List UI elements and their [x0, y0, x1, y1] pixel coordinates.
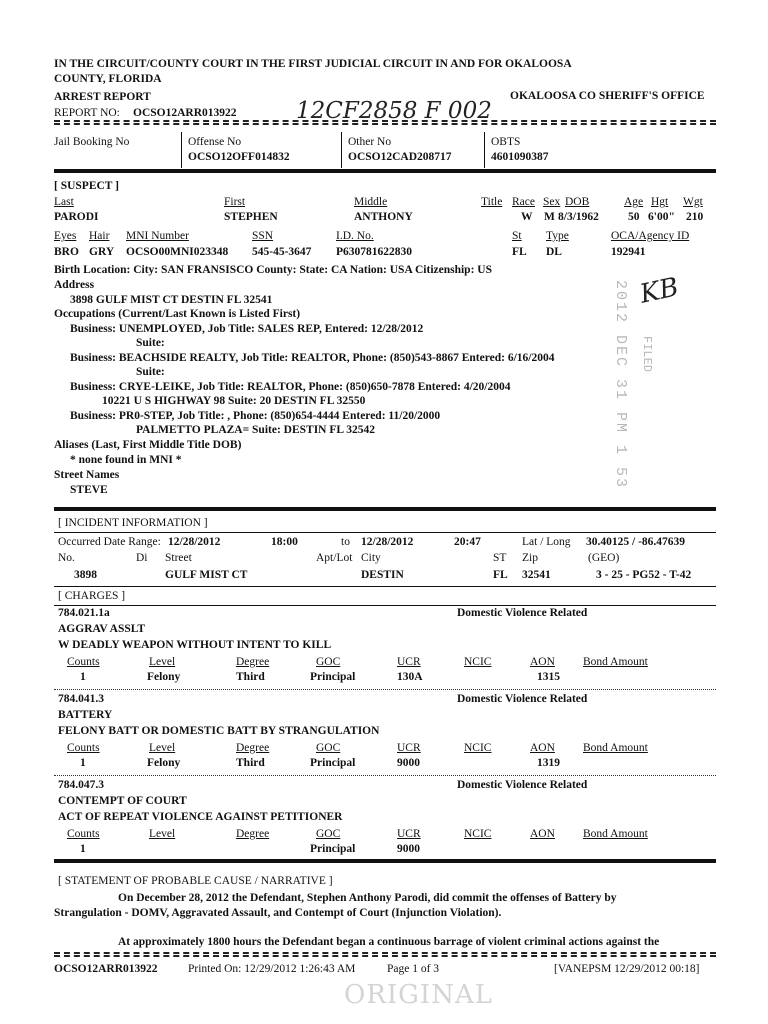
occupation-3: Business: CRYE-LEIKE, Job Title: REALTOR, Phone: (850)650-7878 Entered: 4/20/2004: [70, 381, 511, 393]
age-label: Age: [624, 196, 644, 208]
charge-title: CONTEMPT OF COURT: [58, 795, 187, 807]
charge-title: BATTERY: [58, 709, 113, 721]
dob-label: DOB: [565, 196, 590, 208]
domestic-violence-label: Domestic Violence Related: [457, 779, 588, 791]
charge-degree-value: Third: [236, 757, 265, 769]
last-name: PARODI: [54, 211, 99, 223]
title-label: Title: [481, 196, 503, 208]
obts-label: OBTS: [491, 136, 521, 148]
geo-label: (GEO): [588, 552, 620, 564]
occupation-4-suite: PALMETTO PLAZA= Suite: DESTIN FL 32542: [136, 424, 376, 436]
state-value: FL: [512, 246, 527, 258]
aliases-label: Aliases (Last, First Middle Title DOB): [54, 439, 242, 451]
sex-label: Sex: [543, 196, 561, 208]
charge-column-aon-label: AON: [530, 828, 555, 840]
ssn-label: SSN: [252, 230, 274, 242]
charge-column-ncic-label: NCIC: [464, 656, 492, 668]
charges-top-rule: [54, 586, 716, 587]
incident-geo: 3 - 25 - PG52 - T-42: [596, 569, 692, 581]
footer-divider: [54, 952, 716, 957]
to-time: 20:47: [454, 536, 481, 548]
charge-description: FELONY BATT OR DOMESTIC BATT BY STRANGULATION: [58, 725, 380, 737]
incident-street-no: 3898: [74, 569, 97, 581]
charge-description: W DEADLY WEAPON WITHOUT INTENT TO KILL: [58, 639, 332, 651]
eyes-value: BRO: [54, 246, 79, 258]
footer-printed: Printed On: 12/29/2012 1:26:43 AM: [188, 963, 356, 975]
middle-name: ANTHONY: [354, 211, 413, 223]
charge-counts-value: 1: [80, 671, 86, 683]
occupation-1-suite: Suite:: [136, 337, 165, 349]
ssn-value: 545-45-3647: [252, 246, 312, 258]
report-title: ARREST REPORT: [54, 91, 151, 103]
occupation-2: Business: BEACHSIDE REALTY, Job Title: REALTOR, Phone: (850)543-8867 Entered: 6/16/2004: [70, 352, 555, 364]
city-label: City: [361, 552, 381, 564]
to-label: to: [341, 536, 350, 548]
domestic-violence-label: Domestic Violence Related: [457, 607, 588, 619]
charge-degree-value: Third: [236, 671, 265, 683]
charge-column-ucr-label: UCR: [397, 828, 421, 840]
charge-goc-value: Principal: [310, 843, 356, 855]
charge-column-level-label: Level: [149, 656, 176, 668]
occupations-label: Occupations (Current/Last Known is Listed First): [54, 308, 301, 320]
occurred-label: Occurred Date Range:: [58, 536, 161, 548]
hair-label: Hair: [89, 230, 110, 242]
narrative-section: [ STATEMENT OF PROBABLE CAUSE / NARRATIVE ]: [58, 875, 333, 887]
charge-column-degree-label: Degree: [236, 828, 270, 840]
charge-level-value: Felony: [147, 757, 181, 769]
narrative-line-1: On December 28, 2012 the Defendant, Stephen Anthony Parodi, did commit the offenses of Battery by: [118, 892, 617, 904]
charge-column-goc-label: GOC: [316, 742, 341, 754]
mni-label: MNI Number: [126, 230, 189, 242]
hgt-label: Hgt: [651, 196, 669, 208]
other-no: OCSO12CAD208717: [348, 151, 452, 163]
handwritten-initials: KB: [637, 272, 682, 310]
charge-ucr-value: 130A: [397, 671, 423, 683]
incident-section: [ INCIDENT INFORMATION ]: [58, 517, 208, 529]
charge-statute: 784.041.3: [58, 693, 104, 705]
charges-rule: [54, 605, 716, 606]
handwritten-case-number: 12CF2858 F 002: [296, 98, 492, 124]
original-watermark: ORIGINAL: [344, 980, 493, 1010]
charge-column-ucr-label: UCR: [397, 742, 421, 754]
charge-column-aon-label: AON: [530, 656, 555, 668]
suspect-section: [ SUSPECT ]: [54, 180, 119, 192]
direction-label: Di: [136, 552, 148, 564]
dob-value: 8/3/1962: [558, 211, 599, 223]
id-box-divider-1: [181, 132, 182, 168]
latlong-label: Lat / Long: [522, 536, 571, 548]
suspect-top-rule: [54, 169, 716, 173]
court-line-2: COUNTY, FLORIDA: [54, 73, 162, 85]
charge-column-ncic-label: NCIC: [464, 742, 492, 754]
id-box-divider-2: [341, 132, 342, 168]
report-no-label: REPORT NO:: [54, 107, 120, 119]
incident-top-rule: [54, 507, 716, 511]
charge-aon-value: 1315: [537, 671, 560, 683]
occupation-4: Business: PR0-STEP, Job Title: , Phone: (850)654-4444 Entered: 11/20/2000: [70, 410, 441, 422]
sex-value: M: [544, 211, 555, 223]
street-label: Street: [165, 552, 192, 564]
race-label: Race: [512, 196, 535, 208]
oca-value: 192941: [611, 246, 646, 258]
charge-separator: [54, 689, 716, 690]
agency-name: OKALOOSA CO SHERIFF'S OFFICE: [510, 90, 705, 102]
charge-description: ACT OF REPEAT VIOLENCE AGAINST PETITIONER: [58, 811, 343, 823]
aliases-value: * none found in MNI *: [70, 454, 182, 466]
street-names-label: Street Names: [54, 469, 120, 481]
state-label: St: [512, 230, 522, 242]
state-label-incident: ST: [493, 552, 507, 564]
charge-column-counts-label: Counts: [67, 828, 100, 840]
eyes-label: Eyes: [54, 230, 77, 242]
footer-page: Page 1 of 3: [387, 963, 440, 975]
charge-statute: 784.047.3: [58, 779, 104, 791]
street-name-value: STEVE: [70, 484, 108, 496]
filed-stamp-label: FILED: [640, 336, 654, 373]
charge-column-ncic-label: NCIC: [464, 828, 492, 840]
oca-label: OCA/Agency ID: [611, 230, 690, 242]
first-name: STEPHEN: [224, 211, 278, 223]
from-date: 12/28/2012: [168, 536, 221, 548]
charge-column-counts-label: Counts: [67, 656, 100, 668]
latlong-value: 30.40125 / -86.47639: [586, 536, 686, 548]
to-date: 12/28/2012: [361, 536, 414, 548]
apt-lot-label: Apt/Lot: [316, 552, 353, 564]
first-name-label: First: [224, 196, 246, 208]
id-no-value: P630781622830: [336, 246, 413, 258]
report-no: OCSO12ARR013922: [133, 107, 237, 119]
charge-column-bond-label: Bond Amount: [583, 656, 648, 668]
filed-date-stamp: 2012 DEC 31 PM 1 53: [612, 280, 629, 490]
footer-report-no: OCSO12ARR013922: [54, 963, 158, 975]
offense-no-label: Offense No: [188, 136, 242, 148]
street-no-label: No.: [58, 552, 75, 564]
incident-city: DESTIN: [361, 569, 404, 581]
occupation-2-suite: Suite:: [136, 366, 165, 378]
address-value: 3898 GULF MIST CT DESTIN FL 32541: [70, 294, 273, 306]
charge-goc-value: Principal: [310, 671, 356, 683]
domestic-violence-label: Domestic Violence Related: [457, 693, 588, 705]
charge-ucr-value: 9000: [397, 757, 420, 769]
type-label: Type: [546, 230, 569, 242]
obts-no: 4601090387: [491, 151, 549, 163]
last-name-label: Last: [54, 196, 74, 208]
other-no-label: Other No: [348, 136, 392, 148]
charge-column-degree-label: Degree: [236, 656, 270, 668]
type-value: DL: [546, 246, 562, 258]
charge-column-level-label: Level: [149, 828, 176, 840]
charge-counts-value: 1: [80, 843, 86, 855]
occupation-1: Business: UNEMPLOYED, Job Title: SALES REP, Entered: 12/28/2012: [70, 323, 424, 335]
charges-section: [ CHARGES ]: [58, 590, 126, 602]
charge-column-goc-label: GOC: [316, 656, 341, 668]
jail-booking-label: Jail Booking No: [54, 136, 130, 148]
wgt-value: 210: [686, 211, 704, 223]
wgt-label: Wgt: [683, 196, 703, 208]
offense-no: OCSO12OFF014832: [188, 151, 290, 163]
incident-street: GULF MIST CT: [165, 569, 248, 581]
incident-zip: 32541: [522, 569, 551, 581]
age-value: 50: [628, 211, 640, 223]
header-divider: [54, 120, 716, 125]
charge-column-bond-label: Bond Amount: [583, 828, 648, 840]
incident-state: FL: [493, 569, 508, 581]
charge-goc-value: Principal: [310, 757, 356, 769]
hair-value: GRY: [89, 246, 115, 258]
charge-title: AGGRAV ASSLT: [58, 623, 146, 635]
charge-level-value: Felony: [147, 671, 181, 683]
id-box-divider-3: [484, 132, 485, 168]
footer-user: [VANEPSM 12/29/2012 00:18]: [554, 963, 700, 975]
hgt-value: 6'00": [648, 211, 675, 223]
narrative-line-3: At approximately 1800 hours the Defendant began a continuous barrage of violent criminal actions against the: [118, 936, 660, 948]
occupation-3-suite: 10221 U S HIGHWAY 98 Suite: 20 DESTIN FL 32550: [102, 395, 366, 407]
charge-column-ucr-label: UCR: [397, 656, 421, 668]
charge-column-degree-label: Degree: [236, 742, 270, 754]
middle-name-label: Middle: [354, 196, 388, 208]
id-no-label: I.D. No.: [336, 230, 374, 242]
charge-column-bond-label: Bond Amount: [583, 742, 648, 754]
narrative-top-rule: [54, 859, 716, 863]
charge-ucr-value: 9000: [397, 843, 420, 855]
race-value: W: [521, 211, 533, 223]
charge-column-counts-label: Counts: [67, 742, 100, 754]
court-line-1: IN THE CIRCUIT/COUNTY COURT IN THE FIRST JUDICIAL CIRCUIT IN AND FOR OKALOOSA: [54, 58, 572, 70]
charge-separator: [54, 775, 716, 776]
incident-rule: [54, 532, 716, 533]
charge-column-aon-label: AON: [530, 742, 555, 754]
charge-aon-value: 1319: [537, 757, 560, 769]
charge-counts-value: 1: [80, 757, 86, 769]
charge-column-goc-label: GOC: [316, 828, 341, 840]
from-time: 18:00: [271, 536, 298, 548]
address-label: Address: [54, 279, 95, 291]
charge-statute: 784.021.1a: [58, 607, 110, 619]
mni-value: OCSO00MNI023348: [126, 246, 229, 258]
narrative-line-2: Strangulation - DOMV, Aggravated Assault, and Contempt of Court (Injunction Violation).: [54, 907, 502, 919]
charge-column-level-label: Level: [149, 742, 176, 754]
birth-location: Birth Location: City: SAN FRANSISCO County: State: CA Nation: USA Citizenship: US: [54, 264, 492, 276]
zip-label: Zip: [522, 552, 538, 564]
